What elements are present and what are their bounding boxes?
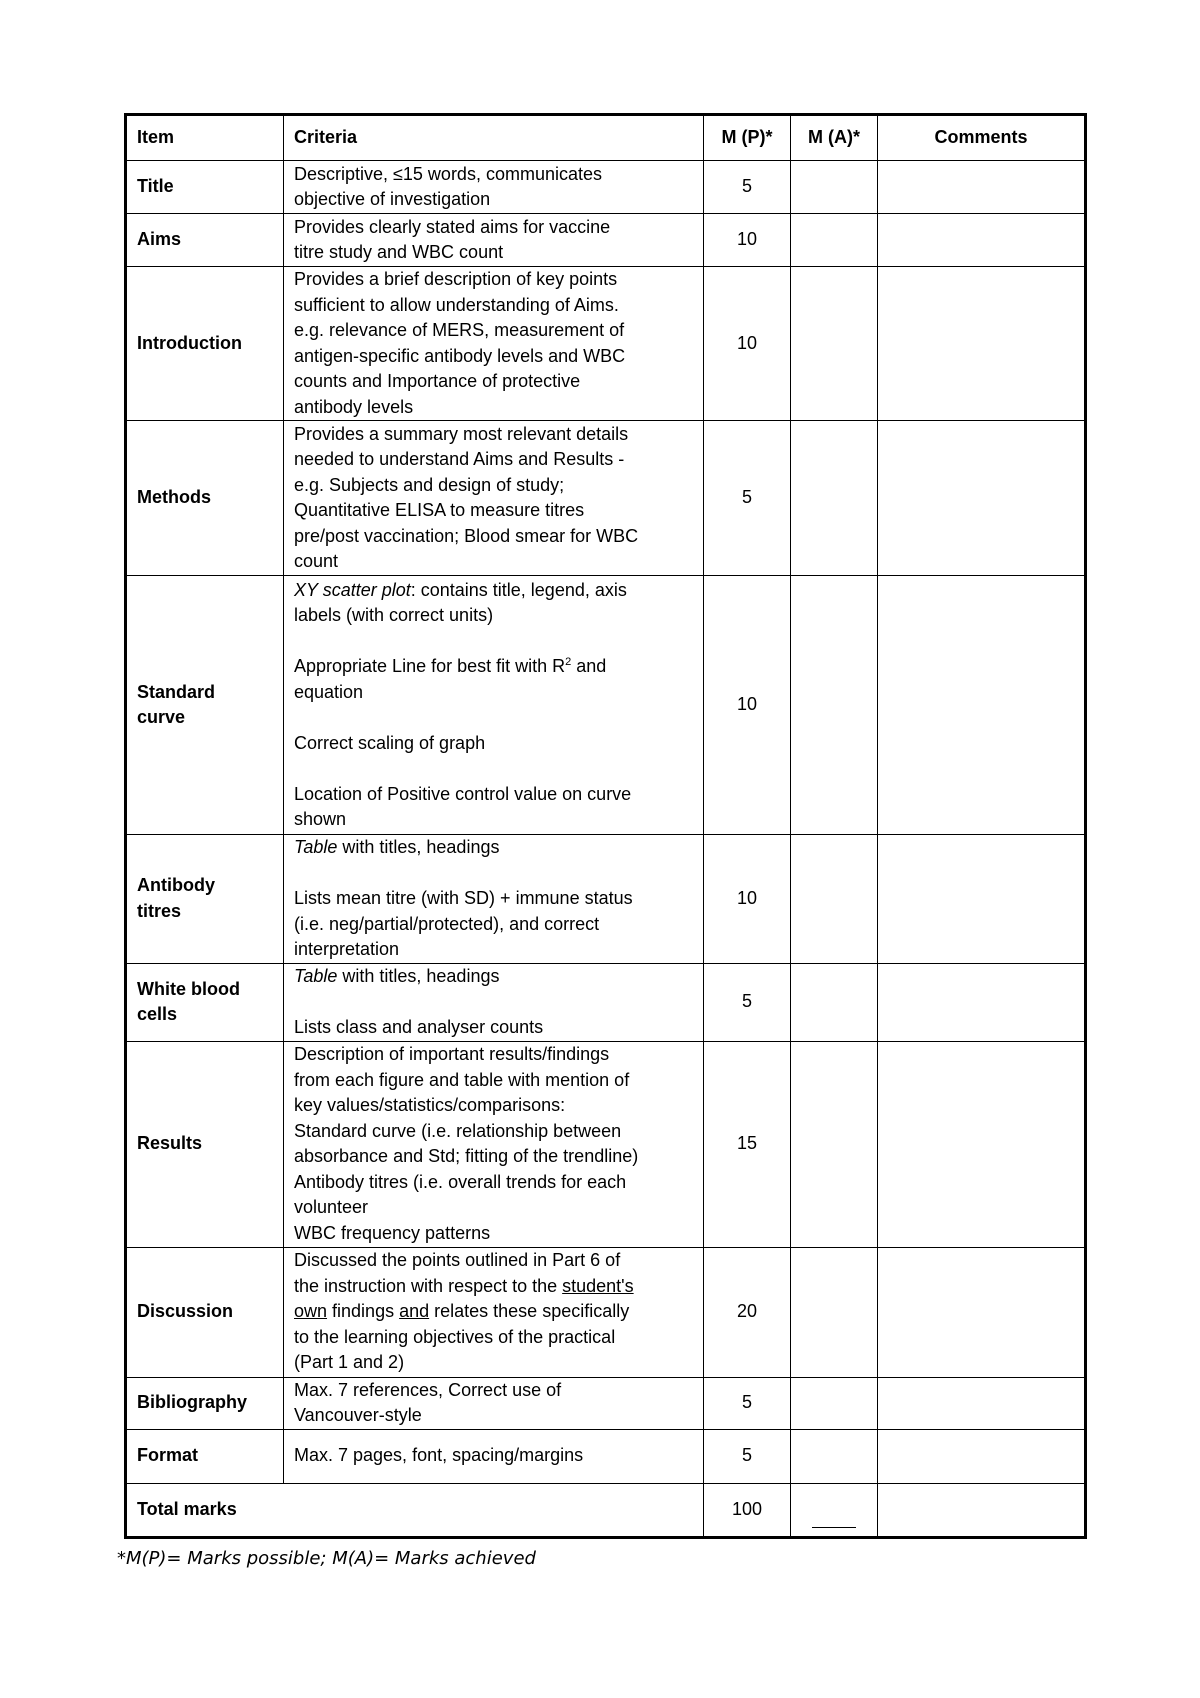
row-item: White blood cells <box>126 963 284 1041</box>
row-marks-achieved-cell[interactable] <box>791 161 878 214</box>
header-marks-possible: M (P)* <box>704 115 791 161</box>
table-row <box>126 963 1086 1041</box>
row-marks-achieved-cell[interactable] <box>791 267 878 421</box>
row-marks-achieved-cell[interactable] <box>791 1041 878 1247</box>
row-comments-cell[interactable] <box>878 214 1086 267</box>
row-marks-achieved-cell[interactable] <box>791 1429 878 1483</box>
row-marks-achieved-cell[interactable] <box>791 576 878 835</box>
table-row <box>126 214 1086 267</box>
total-marks-possible: 100 <box>704 1483 791 1537</box>
table-row <box>126 161 1086 214</box>
row-criteria: Provides a summary most relevant details needed to understand Aims and Results - e.g. Subjects and design of study; Quantitative ELISA to measure titres pre/post vaccination; Blood smear for WBC count <box>284 421 704 576</box>
row-criteria: Description of important results/findings from each figure and table with mention of key values/statistics/comparisons: Standard curve (i.e. relationship between absorbance and Std; fitting of the trendline) Antibody titres (i.e. overall trends for each volunteer WBC frequency patterns <box>284 1041 704 1247</box>
row-comments-cell[interactable] <box>878 267 1086 421</box>
answer-blank-line <box>812 1527 856 1528</box>
header-criteria: Criteria <box>284 115 704 161</box>
row-comments-cell[interactable] <box>878 1377 1086 1429</box>
row-marks-possible: 10 <box>704 576 791 835</box>
row-item: Discussion <box>126 1247 284 1377</box>
row-criteria: Descriptive, ≤15 words, communicates objective of investigation <box>284 161 704 214</box>
row-marks-achieved-cell[interactable] <box>791 963 878 1041</box>
total-row <box>126 1483 1086 1537</box>
row-marks-possible: 5 <box>704 1377 791 1429</box>
row-marks-achieved-cell[interactable] <box>791 214 878 267</box>
row-item: Standard curve <box>126 576 284 835</box>
table-row <box>126 1247 1086 1377</box>
row-marks-possible: 15 <box>704 1041 791 1247</box>
row-criteria: Discussed the points outlined in Part 6 of the instruction with respect to the student's own findings and relates these specifically to the learning objectives of the practical (Part 1 and 2) <box>284 1247 704 1377</box>
table-row <box>126 421 1086 576</box>
row-marks-possible: 5 <box>704 421 791 576</box>
row-comments-cell[interactable] <box>878 1041 1086 1247</box>
row-comments-cell[interactable] <box>878 421 1086 576</box>
row-criteria: Provides clearly stated aims for vaccine titre study and WBC count <box>284 214 704 267</box>
table-row <box>126 1041 1086 1247</box>
row-comments-cell[interactable] <box>878 161 1086 214</box>
marking-rubric-table <box>124 113 1087 1539</box>
total-label: Total marks <box>126 1483 704 1537</box>
row-marks-achieved-cell[interactable] <box>791 835 878 964</box>
row-comments-cell[interactable] <box>878 1247 1086 1377</box>
row-marks-possible: 20 <box>704 1247 791 1377</box>
row-item: Title <box>126 161 284 214</box>
footnote: *M(P)= Marks possible; M(A)= Marks achieved <box>117 1548 536 1569</box>
total-marks-achieved-cell[interactable] <box>791 1483 878 1537</box>
row-criteria: Max. 7 pages, font, spacing/margins <box>284 1429 704 1483</box>
table-row <box>126 835 1086 964</box>
row-comments-cell[interactable] <box>878 1429 1086 1483</box>
row-marks-possible: 10 <box>704 267 791 421</box>
row-marks-possible: 5 <box>704 161 791 214</box>
row-comments-cell[interactable] <box>878 963 1086 1041</box>
row-marks-achieved-cell[interactable] <box>791 1247 878 1377</box>
row-marks-possible: 5 <box>704 963 791 1041</box>
header-marks-achieved: M (A)* <box>791 115 878 161</box>
row-marks-achieved-cell[interactable] <box>791 1377 878 1429</box>
table-row <box>126 267 1086 421</box>
row-marks-possible: 5 <box>704 1429 791 1483</box>
table-row <box>126 1429 1086 1483</box>
header-comments: Comments <box>878 115 1086 161</box>
row-item: Aims <box>126 214 284 267</box>
row-marks-achieved-cell[interactable] <box>791 421 878 576</box>
table-row <box>126 1377 1086 1429</box>
row-marks-possible: 10 <box>704 214 791 267</box>
row-criteria: Max. 7 references, Correct use of Vancouver-style <box>284 1377 704 1429</box>
row-criteria: XY scatter plot: contains title, legend, axis labels (with correct units) Appropriate Line for best fit with $R^2$ and equation Correct scaling of graph Location of Positive control value on curve shown <box>284 576 704 835</box>
row-criteria: Table with titles, headings Lists class and analyser counts <box>284 963 704 1041</box>
total-comments-cell[interactable] <box>878 1483 1086 1537</box>
row-item: Bibliography <box>126 1377 284 1429</box>
row-comments-cell[interactable] <box>878 835 1086 964</box>
row-comments-cell[interactable] <box>878 576 1086 835</box>
table-row <box>126 576 1086 835</box>
row-item: Introduction <box>126 267 284 421</box>
row-criteria: Table with titles, headings Lists mean titre (with SD) + immune status (i.e. neg/partial/protected), and correct interpretation <box>284 835 704 964</box>
header-row <box>126 115 1086 161</box>
row-item: Antibody titres <box>126 835 284 964</box>
row-criteria: Provides a brief description of key points sufficient to allow understanding of Aims. e.g. relevance of MERS, measurement of antigen-specific antibody levels and WBC counts and Importance of protective antibody levels <box>284 267 704 421</box>
row-marks-possible: 10 <box>704 835 791 964</box>
header-item: Item <box>126 115 284 161</box>
row-item: Results <box>126 1041 284 1247</box>
row-item: Methods <box>126 421 284 576</box>
row-item: Format <box>126 1429 284 1483</box>
